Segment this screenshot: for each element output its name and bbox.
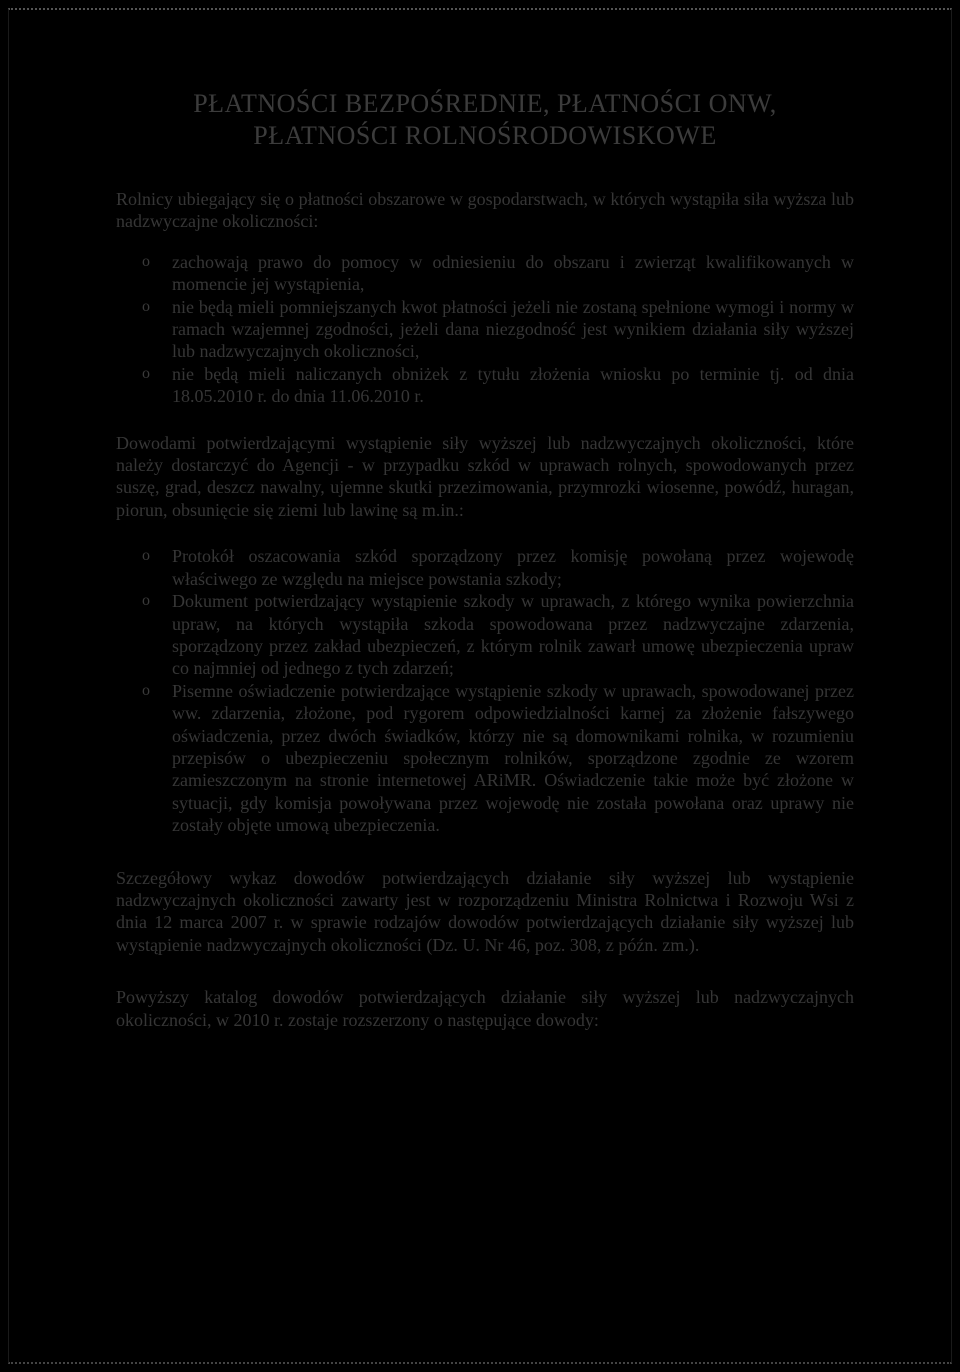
bullet-circle-icon: o bbox=[142, 252, 150, 270]
bullet-circle-icon: o bbox=[142, 547, 150, 565]
title-line-1: PŁATNOŚCI BEZPOŚREDNIE, PŁATNOŚCI ONW, bbox=[193, 89, 777, 118]
list-item-text: Pisemne oświadczenie potwierdzające wystąpienie szkody w uprawach, spowodowanej przez ww. zdarzenia, złożone, pod rygorem odpowiedzialności karnej za złożenie fałszywego oświadczenia, przez dwóch świadków, którzy nie są domownikami rolnika, w rozumieniu przepisów o ubezpieczeniu społecznym rolników, sporządzone zgodnie ze wzorem zamieszczonym na stronie internetowej ARiMR. Oświadczenie takie może być złożone w sytuacji, gdy komisja powoływana przez wojewodę nie została powołana oraz uprawy nie zostały objęte umową ubezpieczenia. bbox=[172, 680, 854, 836]
bullet-circle-icon: o bbox=[142, 364, 150, 382]
list-item-text: Protokół oszacowania szkód sporządzony przez komisję powołaną przez wojewodę właściwego ze względu na miejsce powstania szkody; bbox=[172, 546, 854, 589]
list-item bbox=[116, 680, 854, 837]
list-item-text: nie będą mieli naliczanych obniżek z tytułu złożenia wniosku po terminie tj. od dnia 18.05.2010 r. do dnia 11.06.2010 r. bbox=[172, 363, 854, 407]
document-body bbox=[116, 88, 854, 1031]
list-item bbox=[116, 363, 854, 408]
closing-paragraph: Powyższy katalog dowodów potwierdzających działanie siły wyższej lub nadzwyczajnych okoliczności, w 2010 r. zostaje rozszerzony o następujące dowody: bbox=[116, 987, 854, 1030]
list-item bbox=[116, 545, 854, 590]
evidence-intro-paragraph: Dowodami potwierdzającymi wystąpienie siły wyższej lub nadzwyczajnych okoliczności, które należy dostarczyć do Agencji - w przypadku szkód w uprawach rolnych, spowodowanych przez suszę, grad, deszcz nawalny, ujemne skutki przezimowania, przymrozki wiosenne, powódź, huragan, piorun, obsunięcie się ziemi lub lawinę są m.in.: bbox=[116, 432, 854, 520]
bullet-circle-icon: o bbox=[142, 681, 150, 699]
list-item-text: Dokument potwierdzający wystąpienie szkody w uprawach, z którego wynika powierzchnia upraw, na których wystąpiła szkoda spowodowana przez nadzwyczajne zdarzenia, sporządzony przez zakład ubezpieczeń, z którym rolnik zawarł umowę ubezpieczenia upraw co najmniej od jednego z tych zdarzeń; bbox=[172, 591, 854, 679]
title-line-2: PŁATNOŚCI ROLNOŚRODOWISKOWE bbox=[253, 121, 717, 150]
bullet-circle-icon: o bbox=[142, 297, 150, 315]
intro-paragraph: Rolnicy ubiegający się o płatności obszarowe w gospodarstwach, w których wystąpiła siła wyższa lub nadzwyczajne okoliczności: bbox=[116, 189, 854, 232]
regulation-paragraph: Szczegółowy wykaz dowodów potwierdzających działanie siły wyższej lub wystąpienie nadzwyczajnych okoliczności zawarty jest w rozporządzeniu Ministra Rolnictwa i Rozwoju Wsi z dnia 12 marca 2007 r. w sprawie rodzajów dowodów potwierdzających działanie siły wyższej lub wystąpienie nadzwyczajnych okoliczności (Dz. U. Nr 46, poz. 308, z późn. zm.). bbox=[116, 867, 854, 955]
evidence-list bbox=[116, 545, 854, 836]
list-item bbox=[116, 590, 854, 680]
list-item-text: nie będą mieli pomniejszanych kwot płatności jeżeli nie zostaną spełnione wymogi i normy w ramach wzajemnej zgodności, jeżeli dana niezgodność jest wynikiem działania siły wyższej lub nadzwyczajnych okoliczności, bbox=[172, 296, 854, 362]
bullet-circle-icon: o bbox=[142, 592, 150, 610]
benefits-list bbox=[116, 251, 854, 408]
list-item bbox=[116, 296, 854, 363]
page-title bbox=[116, 88, 854, 152]
list-item bbox=[116, 251, 854, 296]
list-item-text: zachowają prawo do pomocy w odniesieniu do obszaru i zwierząt kwalifikowanych w momencie jej wystąpienia, bbox=[172, 251, 854, 295]
